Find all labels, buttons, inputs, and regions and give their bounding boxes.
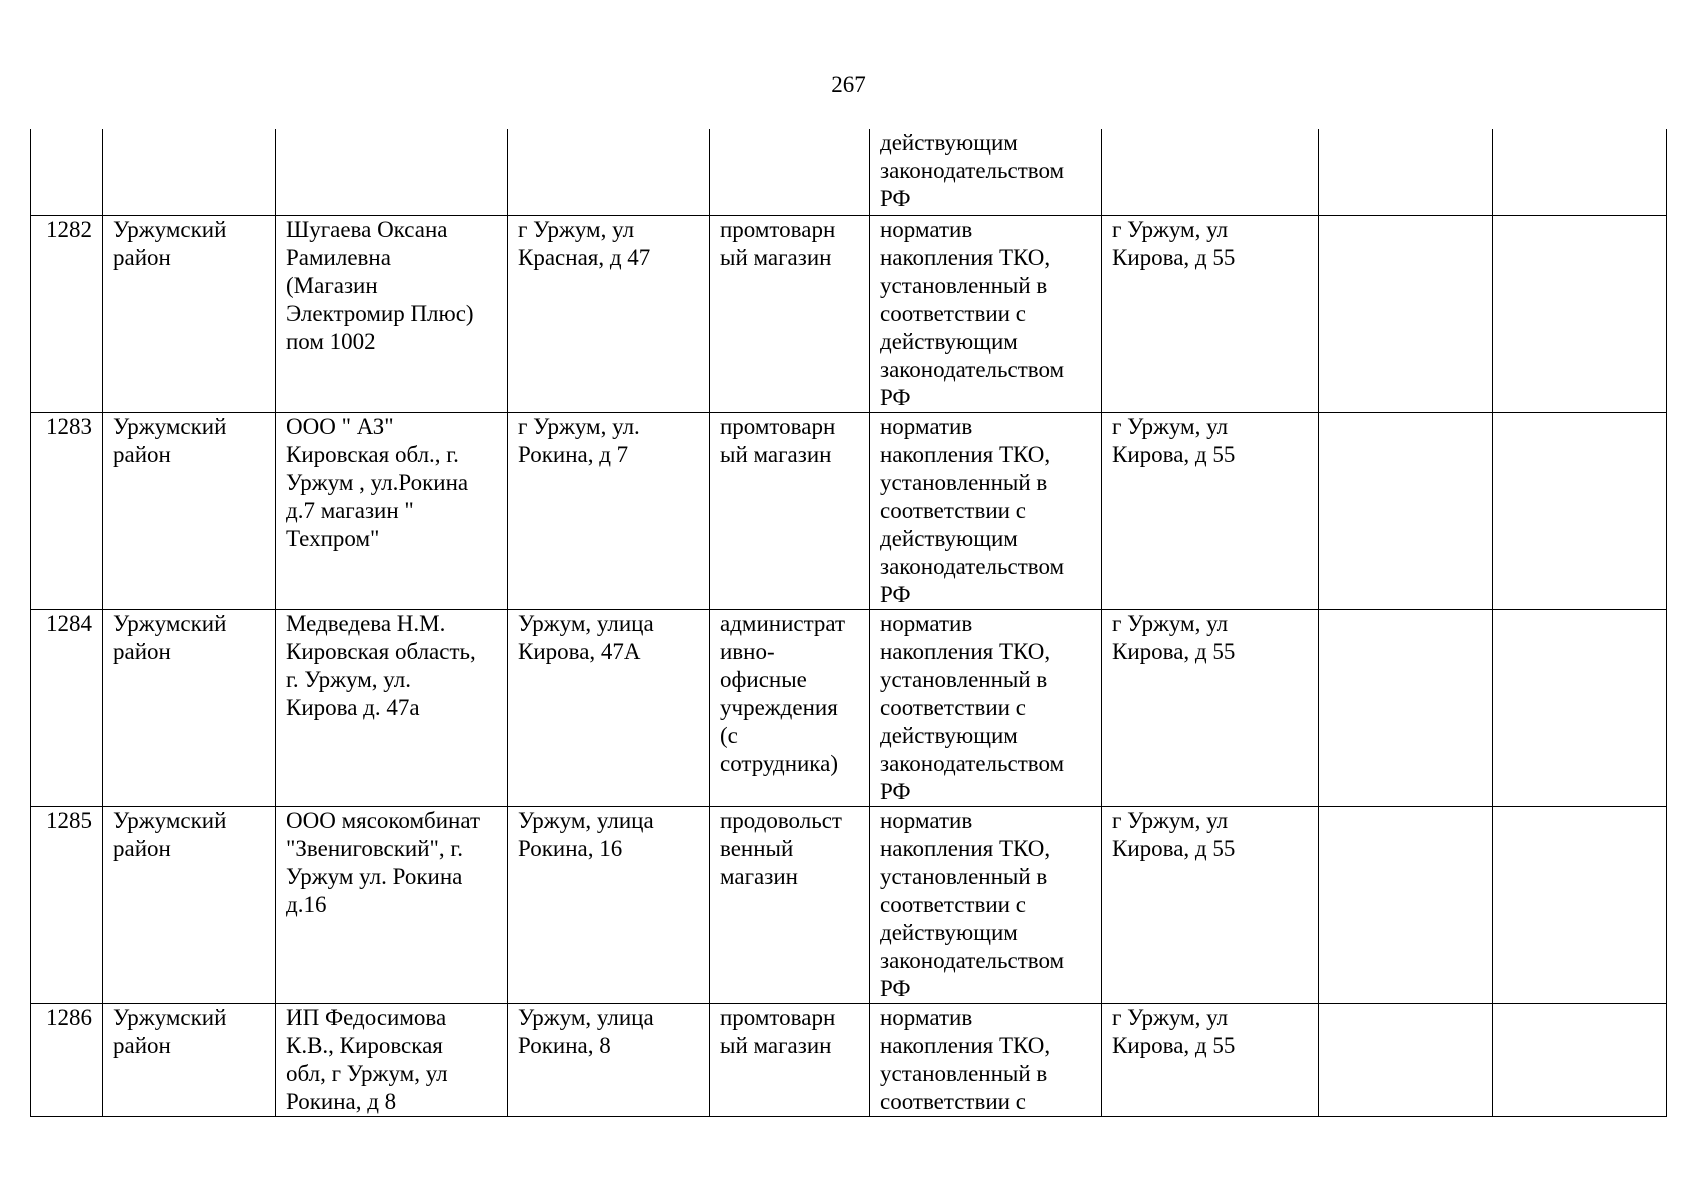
cell-norm: норматив накопления ТКО, установленный в соответствии с	[870, 1004, 1102, 1117]
cell-extra-2	[1493, 129, 1667, 216]
registry-table	[30, 129, 1667, 1117]
cell-address: г Уржум, ул. Рокина, д 7	[508, 413, 710, 610]
cell-address: Уржум, улица Кирова, 47А	[508, 610, 710, 807]
table-row	[31, 1004, 1667, 1117]
cell-object-type: промтоварн ый магазин	[710, 1004, 870, 1117]
table-body	[31, 129, 1667, 1117]
cell-extra-2	[1493, 1004, 1667, 1117]
cell-extra-1	[1319, 807, 1493, 1004]
cell-district	[103, 129, 276, 216]
cell-object-type: промтоварн ый магазин	[710, 413, 870, 610]
cell-name	[276, 129, 508, 216]
cell-district: Уржумский район	[103, 216, 276, 413]
cell-name: Медведева Н.М. Кировская область, г. Уржум, ул. Кирова д. 47а	[276, 610, 508, 807]
cell-extra-2	[1493, 216, 1667, 413]
cell-collection-site: г Уржум, ул Кирова, д 55	[1102, 413, 1319, 610]
cell-extra-1	[1319, 216, 1493, 413]
cell-extra-1	[1319, 129, 1493, 216]
cell-norm: норматив накопления ТКО, установленный в соответствии с действующим законодательством РФ	[870, 216, 1102, 413]
cell-name: ООО мясокомбинат "Звениговский", г. Уржум ул. Рокина д.16	[276, 807, 508, 1004]
cell-district: Уржумский район	[103, 1004, 276, 1117]
cell-extra-2	[1493, 807, 1667, 1004]
cell-collection-site: г Уржум, ул Кирова, д 55	[1102, 610, 1319, 807]
cell-norm: норматив накопления ТКО, установленный в соответствии с действующим законодательством РФ	[870, 807, 1102, 1004]
cell-name: ИП Федосимова К.В., Кировская обл, г Уржум, ул Рокина, д 8	[276, 1004, 508, 1117]
cell-norm: действующим законодательством РФ	[870, 129, 1102, 216]
cell-district: Уржумский район	[103, 807, 276, 1004]
cell-name: Шугаева Оксана Рамилевна (Магазин Электромир Плюс) пом 1002	[276, 216, 508, 413]
cell-address	[508, 129, 710, 216]
cell-address: Уржум, улица Рокина, 16	[508, 807, 710, 1004]
cell-number	[31, 129, 103, 216]
cell-name: ООО " АЗ" Кировская обл., г. Уржум , ул.Рокина д.7 магазин " Техпром"	[276, 413, 508, 610]
table-row	[31, 610, 1667, 807]
table-row	[31, 216, 1667, 413]
cell-number: 1283	[31, 413, 103, 610]
cell-extra-2	[1493, 610, 1667, 807]
cell-object-type	[710, 129, 870, 216]
cell-number: 1285	[31, 807, 103, 1004]
cell-norm: норматив накопления ТКО, установленный в соответствии с действующим законодательством РФ	[870, 610, 1102, 807]
cell-district: Уржумский район	[103, 413, 276, 610]
cell-object-type: промтоварн ый магазин	[710, 216, 870, 413]
table-row	[31, 807, 1667, 1004]
cell-district: Уржумский район	[103, 610, 276, 807]
cell-extra-2	[1493, 413, 1667, 610]
cell-address: Уржум, улица Рокина, 8	[508, 1004, 710, 1117]
cell-collection-site: г Уржум, ул Кирова, д 55	[1102, 216, 1319, 413]
cell-norm: норматив накопления ТКО, установленный в соответствии с действующим законодательством РФ	[870, 413, 1102, 610]
cell-object-type: администрат ивно- офисные учреждения (с сотрудника)	[710, 610, 870, 807]
cell-extra-1	[1319, 1004, 1493, 1117]
cell-collection-site: г Уржум, ул Кирова, д 55	[1102, 807, 1319, 1004]
cell-collection-site	[1102, 129, 1319, 216]
cell-object-type: продовольст венный магазин	[710, 807, 870, 1004]
cell-extra-1	[1319, 610, 1493, 807]
cell-number: 1282	[31, 216, 103, 413]
cell-collection-site: г Уржум, ул Кирова, д 55	[1102, 1004, 1319, 1117]
cell-number: 1286	[31, 1004, 103, 1117]
table-row-continuation	[31, 129, 1667, 216]
cell-address: г Уржум, ул Красная, д 47	[508, 216, 710, 413]
cell-extra-1	[1319, 413, 1493, 610]
cell-number: 1284	[31, 610, 103, 807]
page-number: 267	[831, 72, 866, 97]
table-row	[31, 413, 1667, 610]
